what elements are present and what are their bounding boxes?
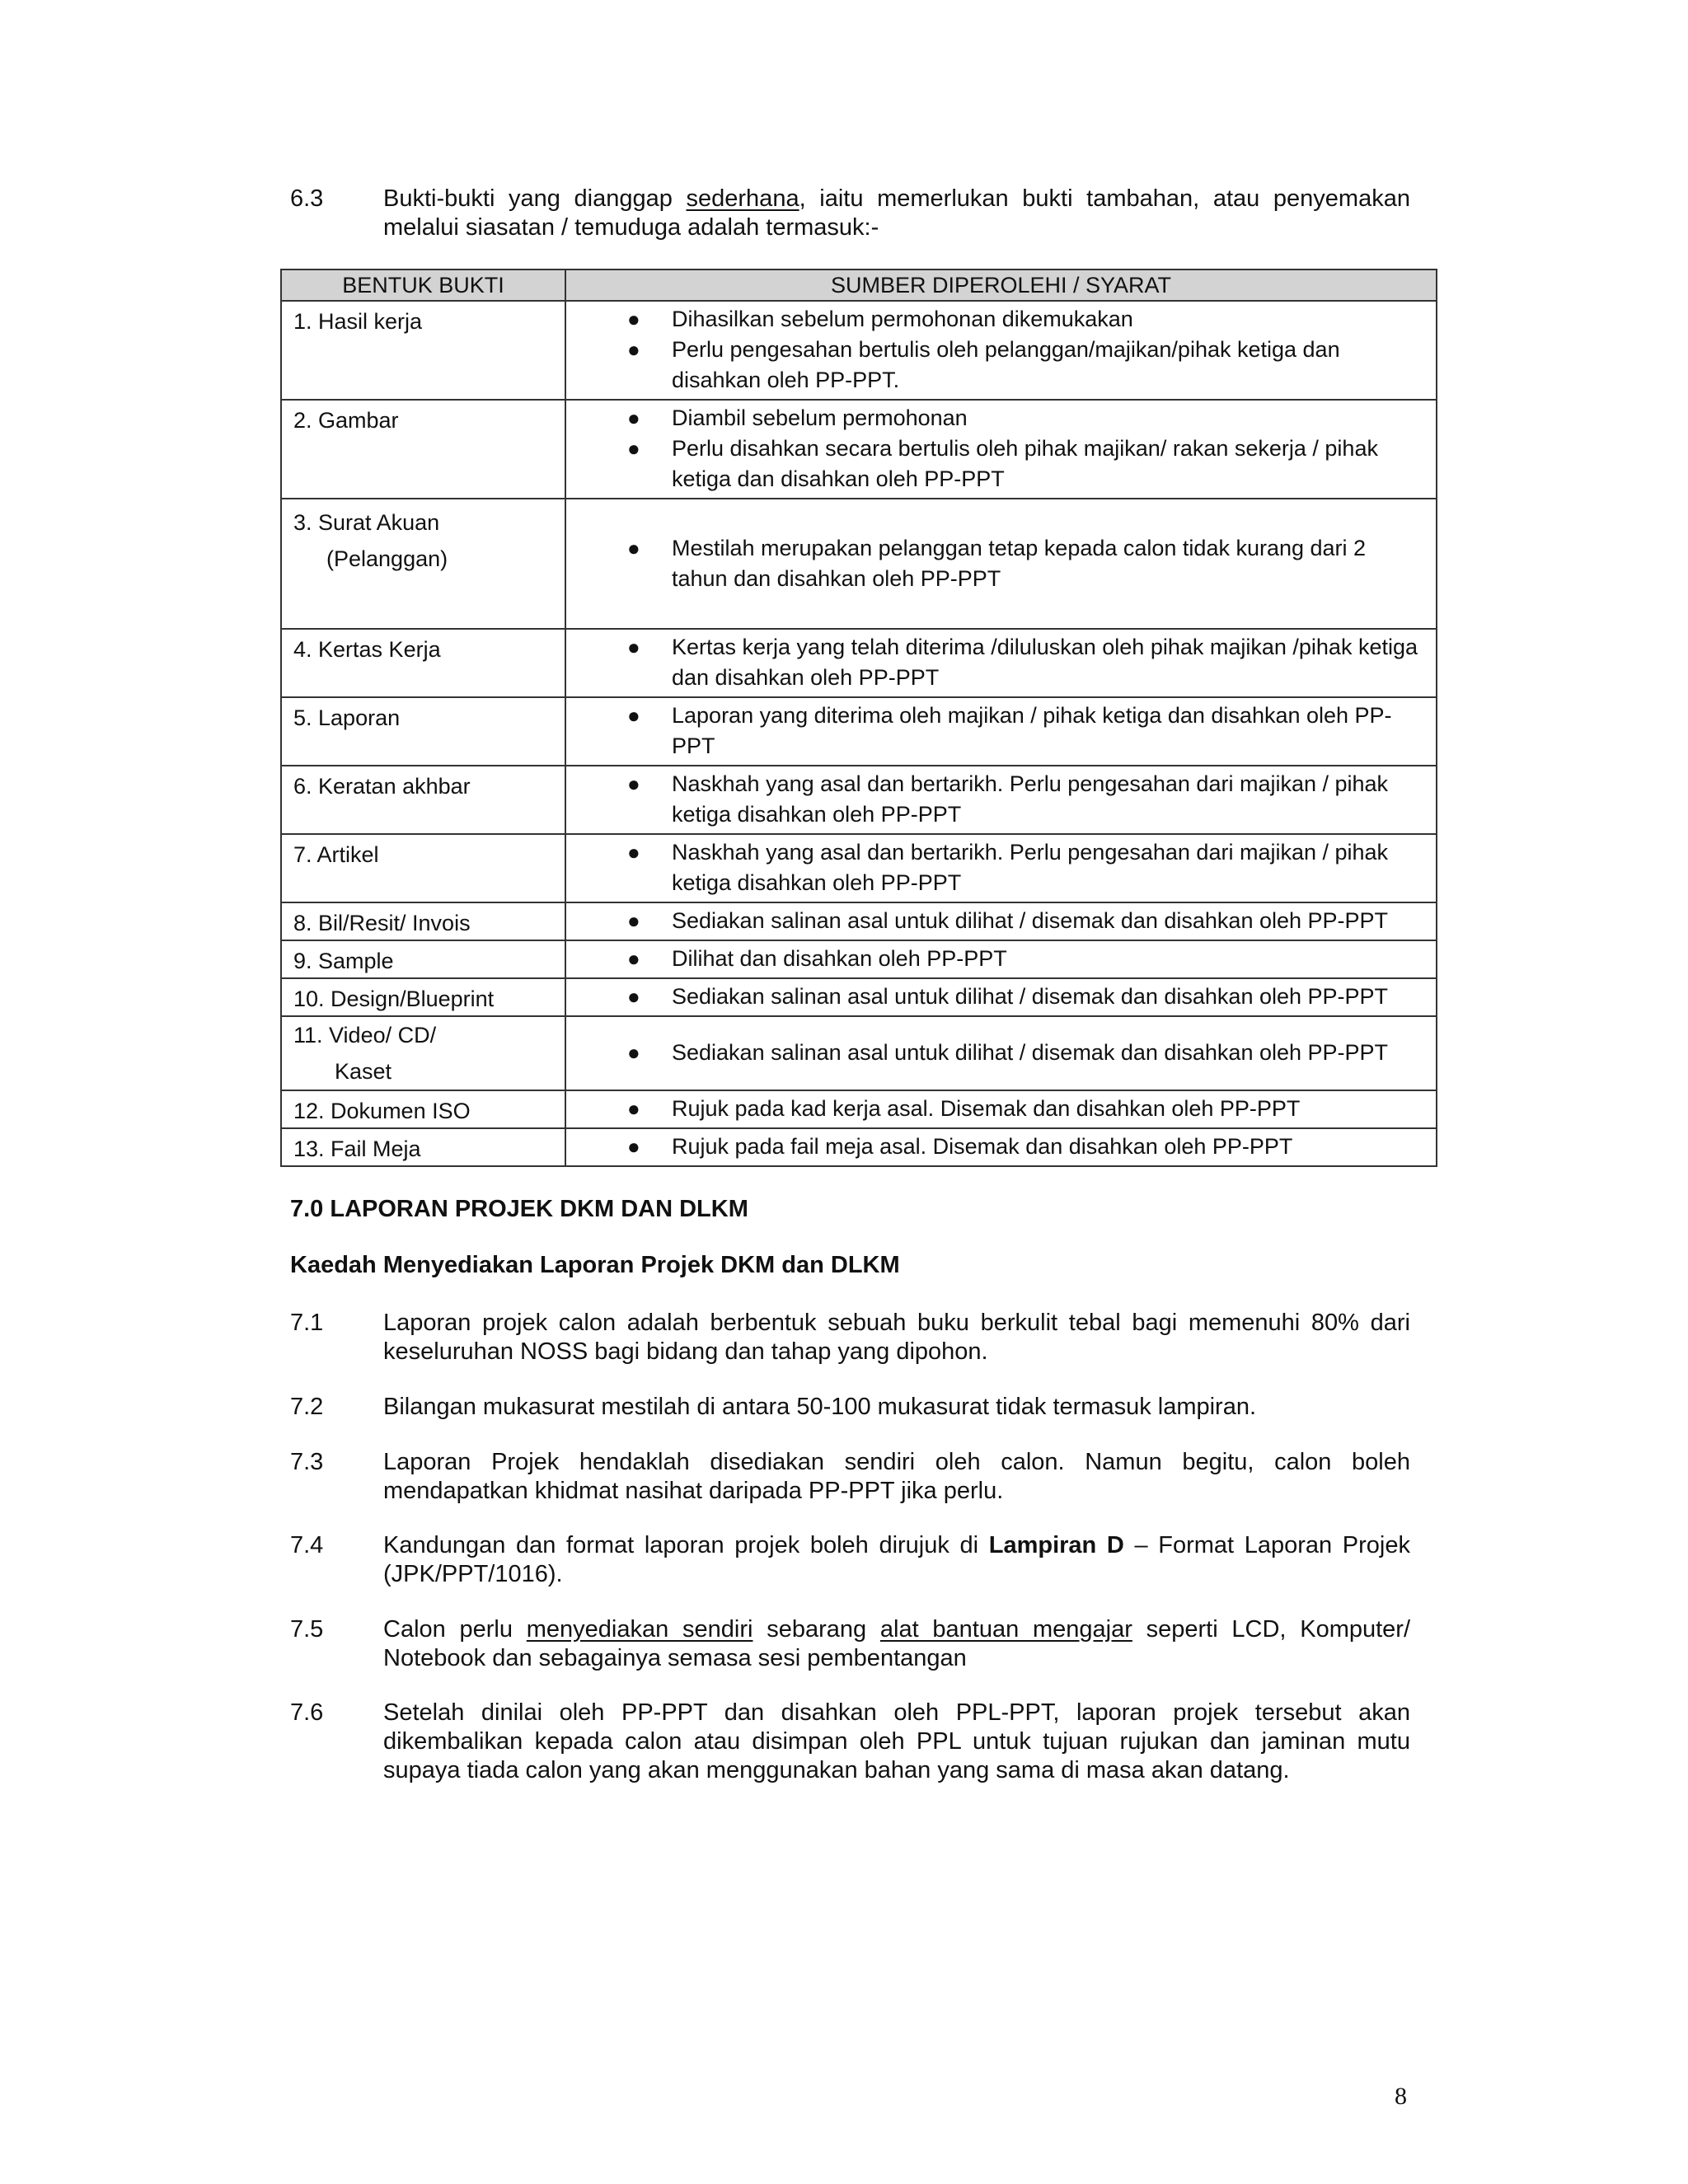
form-label: 4. Kertas Kerja (293, 637, 441, 662)
source-cell (565, 766, 1437, 834)
bullet-icon: ● (627, 436, 640, 461)
bullet-icon: ● (627, 337, 640, 362)
list-item: ● Perlu disahkan secara bertulis oleh pihak majikan/ rakan sekerja / pihak ketiga dan disahkan oleh PP-PPT (566, 434, 1428, 494)
item-number-7-2: 7.2 (290, 1394, 324, 1420)
bullet-icon: ● (627, 946, 640, 971)
table-row (281, 629, 1437, 697)
table-row (281, 400, 1437, 499)
list-item: ● Sediakan salinan asal untuk dilihat / disemak dan disahkan oleh PP-PPT (566, 906, 1428, 936)
form-cell (281, 1016, 565, 1090)
source-cell (565, 834, 1437, 902)
form-label: 3. Surat Akuan (293, 510, 440, 535)
item-7-6-text: Setelah dinilai oleh PP-PPT dan disahkan oleh PPL-PPT, laporan projek tersebut akan dikembalikan kepada calon atau disimpan oleh PPL untuk tujuan rujukan dan jaminan mutu supaya tiada calon yang akan menggunakan bahan yang sama di masa akan datang. (383, 1699, 1410, 1783)
source-cell (565, 1128, 1437, 1166)
table-header-row (281, 269, 1437, 301)
form-cell (281, 1090, 565, 1128)
bullet-icon: ● (627, 307, 640, 331)
item-7-5-text-c: seperti LCD, Komputer/ Notebook dan sebagainya semasa sesi pembentangan (383, 1616, 1411, 1671)
form-label: 7. Artikel (293, 842, 379, 867)
section-6-3-text (383, 185, 1410, 242)
list-item: ● Mestilah merupakan pelanggan tetap kepada calon tidak kurang dari 2 tahun dan disahkan oleh PP-PPT (566, 533, 1428, 594)
form-cell (281, 1128, 565, 1166)
bullet-icon: ● (627, 771, 640, 796)
item-7-2-text: Bilangan mukasurat mestilah di antara 50-100 mukasurat tidak termasuk lampiran. (383, 1394, 1257, 1420)
item-7-4-text (383, 1531, 1410, 1589)
table-row (281, 1090, 1437, 1128)
form-label: 1. Hasil kerja (293, 309, 423, 334)
header-bentuk-bukti: BENTUK BUKTI (281, 269, 565, 301)
list-item: ● Naskhah yang asal dan bertarikh. Perlu pengesahan dari majikan / pihak ketiga disahkan oleh PP-PPT (566, 769, 1428, 830)
form-label: 8. Bil/Resit/ Invois (293, 911, 471, 935)
header-sumber: SUMBER DIPEROLEHI / SYARAT (565, 269, 1437, 301)
form-label: 5. Laporan (293, 705, 401, 730)
list-item: ● Rujuk pada fail meja asal. Disemak dan disahkan oleh PP-PPT (566, 1132, 1428, 1162)
table-row (281, 1128, 1437, 1166)
item-number-7-6: 7.6 (290, 1699, 324, 1726)
table-row (281, 766, 1437, 834)
list-item: ● Dilihat dan disahkan oleh PP-PPT (566, 944, 1428, 974)
list-item: ● Laporan yang diterima oleh majikan / pihak ketiga dan disahkan oleh PP-PPT (566, 701, 1428, 762)
bullet-icon: ● (627, 1096, 640, 1121)
form-cell (281, 301, 565, 400)
section-6-3-text-after: , iaitu memerlukan bukti tambahan, atau penyemakan melalui siasatan / temuduga adalah termasuk:- (383, 185, 1410, 241)
evidence-table (280, 269, 1437, 1167)
form-label: 9. Sample (293, 949, 394, 973)
form-cell (281, 940, 565, 978)
bullet-icon: ● (627, 703, 640, 728)
section-6-3-text-before: Bukti-bukti yang dianggap (383, 185, 687, 212)
table-row (281, 499, 1437, 629)
section-7-heading: 7.0 LAPORAN PROJEK DKM DAN DLKM (290, 1196, 748, 1222)
table-row (281, 834, 1437, 902)
form-label: 11. Video/ CD/ (293, 1023, 437, 1047)
item-7-5-underlined-1: menyediakan sendiri (526, 1616, 753, 1643)
list-item: ● Sediakan salinan asal untuk dilihat / disemak dan disahkan oleh PP-PPT (566, 1038, 1428, 1068)
form-cell (281, 978, 565, 1016)
item-7-5-text (383, 1615, 1410, 1673)
item-7-4-bold: Lampiran D (988, 1532, 1124, 1558)
form-label: 6. Keratan akhbar (293, 774, 471, 799)
source-cell (565, 1016, 1437, 1090)
bullet-icon: ● (627, 908, 640, 933)
form-label: 10. Design/Blueprint (293, 987, 495, 1011)
item-7-4-text-after: – Format Laporan Projek (JPK/PPT/1016). (383, 1532, 1410, 1587)
section-6-3-underlined: sederhana (686, 185, 799, 212)
page-number: 8 (1395, 2083, 1407, 2110)
list-item: ● Diambil sebelum permohonan (566, 403, 1428, 434)
source-cell (565, 301, 1437, 400)
item-number-7-1: 7.1 (290, 1310, 324, 1336)
table-row (281, 1016, 1437, 1090)
source-cell (565, 940, 1437, 978)
form-cell (281, 629, 565, 697)
bullet-icon: ● (627, 635, 640, 659)
bullet-icon: ● (627, 984, 640, 1009)
form-cell (281, 499, 565, 629)
item-number-7-3: 7.3 (290, 1449, 324, 1475)
source-cell (565, 629, 1437, 697)
item-number-7-4: 7.4 (290, 1532, 324, 1558)
table-row (281, 940, 1437, 978)
item-7-3-text: Laporan Projek hendaklah disediakan sendiri oleh calon. Namun begitu, calon boleh mendapatkan khidmat nasihat daripada PP-PPT jika perlu. (383, 1449, 1410, 1504)
list-item: ● Rujuk pada kad kerja asal. Disemak dan disahkan oleh PP-PPT (566, 1094, 1428, 1124)
form-cell (281, 400, 565, 499)
list-item: ● Dihasilkan sebelum permohonan dikemukakan (566, 304, 1428, 335)
form-label: 13. Fail Meja (293, 1137, 421, 1161)
source-cell (565, 697, 1437, 766)
list-item: ● Naskhah yang asal dan bertarikh. Perlu pengesahan dari majikan / pihak ketiga disahkan oleh PP-PPT (566, 837, 1428, 898)
source-cell (565, 978, 1437, 1016)
form-cell (281, 766, 565, 834)
bullet-icon: ● (627, 840, 640, 865)
source-cell (565, 1090, 1437, 1128)
list-item: ● Perlu pengesahan bertulis oleh pelanggan/majikan/pihak ketiga dan disahkan oleh PP-PPT. (566, 335, 1428, 396)
item-number-7-5: 7.5 (290, 1616, 324, 1643)
bullet-icon: ● (627, 535, 640, 560)
item-7-5-text-a: Calon perlu (383, 1616, 527, 1643)
form-label: 12. Dokumen ISO (293, 1099, 471, 1123)
table-row (281, 978, 1437, 1016)
section-number-6-3: 6.3 (290, 185, 324, 212)
item-7-4-text-before: Kandungan dan format laporan projek boleh dirujuk di (383, 1532, 989, 1558)
bullet-icon: ● (627, 1040, 640, 1065)
form-cell (281, 697, 565, 766)
section-7-subheading: Kaedah Menyediakan Laporan Projek DKM dan DLKM (290, 1252, 900, 1278)
list-item: ● Sediakan salinan asal untuk dilihat / disemak dan disahkan oleh PP-PPT (566, 982, 1428, 1012)
source-cell (565, 902, 1437, 940)
item-7-5-underlined-2: alat bantuan mengajar (879, 1616, 1132, 1643)
list-item: ● Kertas kerja yang telah diterima /diluluskan oleh pihak majikan /pihak ketiga dan disahkan oleh PP-PPT (566, 632, 1428, 693)
source-cell (565, 400, 1437, 499)
form-cell (281, 902, 565, 940)
source-cell (565, 499, 1437, 629)
form-label-sub: (Pelanggan) (326, 546, 448, 571)
table-row (281, 697, 1437, 766)
item-7-5-text-b: sebarang (753, 1616, 880, 1643)
form-label-sub: Kaset (335, 1059, 392, 1084)
table-row (281, 301, 1437, 400)
bullet-icon: ● (627, 1134, 640, 1159)
bullet-icon: ● (627, 405, 640, 430)
item-7-1-text: Laporan projek calon adalah berbentuk sebuah buku berkulit tebal bagi memenuhi 80% dari keseluruhan NOSS bagi bidang dan tahap yang dipohon. (383, 1310, 1410, 1365)
table-row (281, 902, 1437, 940)
form-label: 2. Gambar (293, 408, 399, 433)
form-cell (281, 834, 565, 902)
